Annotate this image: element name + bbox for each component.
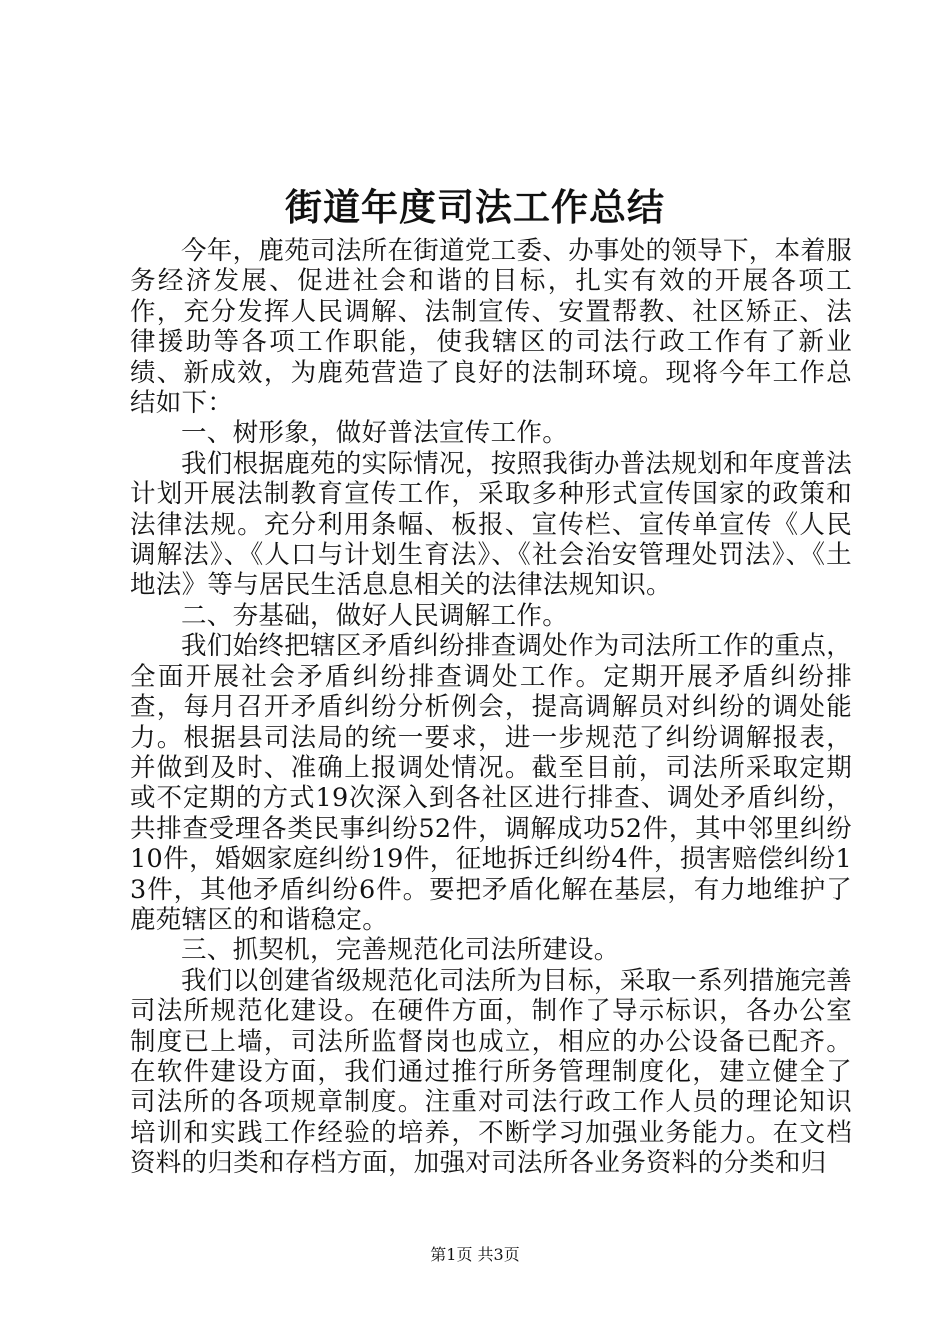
document-body	[130, 236, 852, 1179]
document-title: 街道年度司法工作总结	[285, 185, 665, 229]
section-heading-3: 三、抓契机，完善规范化司法所建设。	[181, 935, 620, 966]
paragraph-section-2: 我们始终把辖区矛盾纠纷排查调处作为司法所工作的重点，全面开展社会矛盾纠纷排查调处工作。定期开展矛盾纠纷排查，每月召开矛盾纠纷分析例会，提高调解员对纠纷的调处能力。根据县司法局的统一要求，进一步规范了纠纷调解报表，并做到及时、准确上报调处情况。截至目前，司法所采取定期或不定期的方式19次深入到各社区进行排查、调处矛盾纠纷，共排查受理各类民事纠纷52件，调解成功52件，其中邻里纠纷10件，婚姻家庭纠纷19件，征地拆迁纠纷4件，损害赔偿纠纷13件，其他矛盾纠纷6件。要把矛盾化解在基层，有力地维护了鹿苑辖区的和谐稳定。	[130, 631, 852, 935]
paragraph-intro: 今年，鹿苑司法所在街道党工委、办事处的领导下，本着服务经济发展、促进社会和谐的目标，扎实有效的开展各项工作，充分发挥人民调解、法制宣传、安置帮教、社区矫正、法律援助等各项工作职能，使我辖区的司法行政工作有了新业绩、新成效，为鹿苑营造了良好的法制环境。现将今年工作总结如下：	[130, 236, 852, 419]
page-number-footer: 第1页 共3页	[430, 1245, 520, 1264]
paragraph-section-3: 我们以创建省级规范化司法所为目标，采取一系列措施完善司法所规范化建设。在硬件方面，制作了导示标识，各办公室制度已上墙，司法所监督岗也成立，相应的办公设备已配齐。在软件建设方面，我们通过推行所务管理制度化，建立健全了司法所的各项规章制度。注重对司法行政工作人员的理论知识培训和实践工作经验的培养，不断学习加强业务能力。在文档资料的归类和存档方面，加强对司法所各业务资料的分类和归	[130, 965, 852, 1179]
section-heading-2: 二、夯基础，做好人民调解工作。	[181, 600, 569, 631]
section-heading-1: 一、树形象，做好普法宣传工作。	[181, 418, 569, 449]
paragraph-section-1: 我们根据鹿苑的实际情况，按照我街办普法规划和年度普法计划开展法制教育宣传工作，采取多种形式宣传国家的政策和法律法规。充分利用条幅、板报、宣传栏、宣传单宣传《人民调解法》、《人口与计划生育法》、《社会治安管理处罚法》、《土地法》等与居民生活息息相关的法律法规知识。	[130, 448, 852, 601]
